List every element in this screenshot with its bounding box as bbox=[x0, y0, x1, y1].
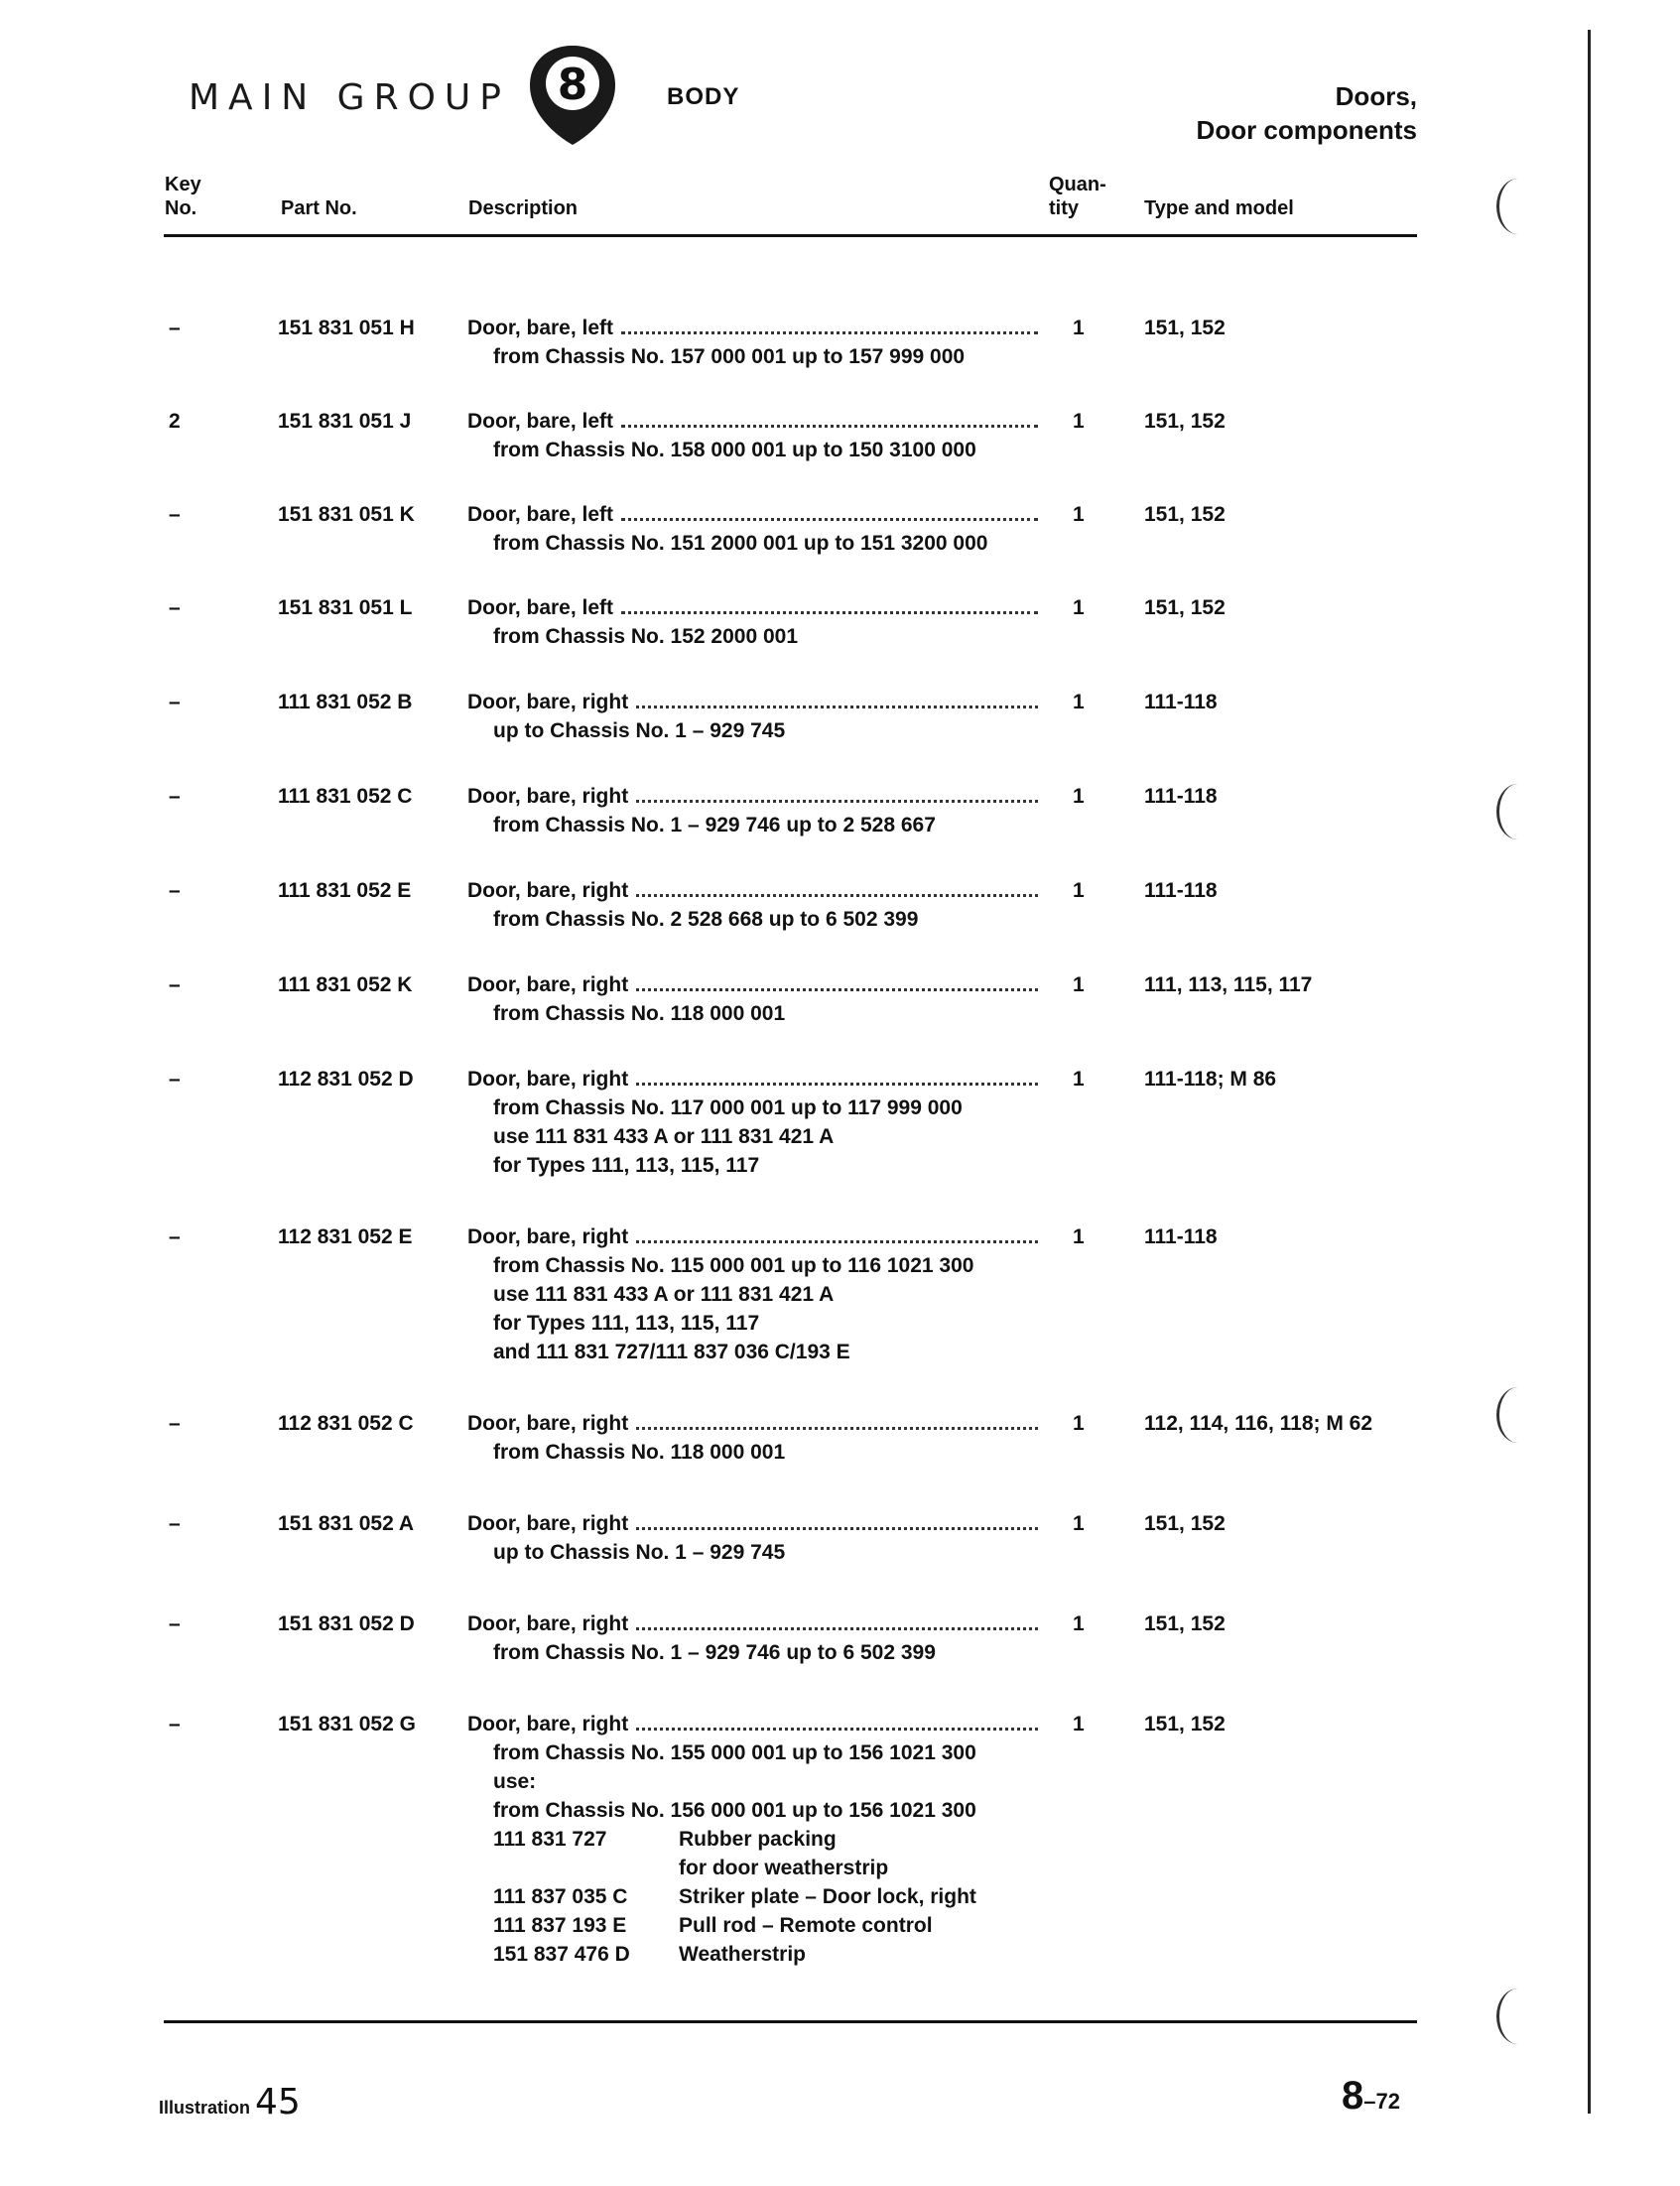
group-number: 8 bbox=[557, 60, 588, 110]
quantity: 1 bbox=[1073, 785, 1085, 808]
key-no: – bbox=[169, 1412, 181, 1435]
binding-hole bbox=[1496, 1989, 1539, 2044]
description-main: Door, bare, left bbox=[467, 596, 614, 619]
dot-leader bbox=[636, 688, 1038, 708]
dot-leader bbox=[636, 1409, 1038, 1430]
description-detail: from Chassis No. 156 000 001 up to 156 1021 300 bbox=[493, 1799, 976, 1822]
description-detail: from Chassis No. 1 – 929 746 up to 6 502 399 bbox=[493, 1641, 936, 1664]
dot-leader bbox=[636, 1710, 1038, 1731]
dot-leader bbox=[636, 970, 1038, 991]
type-model: 111, 113, 115, 117 bbox=[1144, 973, 1313, 996]
description-main: Door, bare, right bbox=[467, 973, 629, 996]
dot-leader bbox=[621, 407, 1038, 428]
description-detail: from Chassis No. 155 000 001 up to 156 1021 300 bbox=[493, 1741, 976, 1764]
key-no: – bbox=[169, 317, 181, 339]
description-main: Door, bare, right bbox=[467, 879, 629, 902]
key-no: – bbox=[169, 1713, 181, 1736]
description-main: Door, bare, right bbox=[467, 1512, 629, 1535]
key-no: – bbox=[169, 879, 181, 902]
description-main: Door, bare, left bbox=[467, 503, 614, 526]
type-model: 151, 152 bbox=[1144, 1512, 1226, 1535]
header-rule bbox=[164, 234, 1417, 237]
type-model: 151, 152 bbox=[1144, 503, 1226, 526]
description-detail: for Types 111, 113, 115, 117 bbox=[493, 1312, 760, 1335]
dot-leader bbox=[636, 782, 1038, 803]
description bbox=[467, 1509, 1038, 1567]
replacement-part-desc: Weatherstrip bbox=[679, 1943, 806, 1966]
type-model: 151, 152 bbox=[1144, 410, 1226, 433]
replacement-part-no: 111 837 035 C bbox=[493, 1885, 628, 1908]
column-header-key-no bbox=[165, 173, 201, 220]
illustration-reference bbox=[159, 2082, 301, 2122]
column-header-key-line1: Key bbox=[165, 174, 201, 195]
type-model: 111-118; M 86 bbox=[1144, 1068, 1277, 1091]
column-header-part-no: Part No. bbox=[281, 197, 357, 219]
column-header-qty-line2: tity bbox=[1049, 197, 1079, 219]
description-detail: up to Chassis No. 1 – 929 745 bbox=[493, 719, 786, 742]
key-no: – bbox=[169, 973, 181, 996]
column-header-quantity bbox=[1049, 173, 1106, 220]
dot-leader bbox=[636, 1509, 1038, 1530]
binding-hole bbox=[1496, 179, 1539, 234]
quantity: 1 bbox=[1073, 691, 1085, 713]
quantity: 1 bbox=[1073, 1713, 1085, 1736]
description bbox=[467, 782, 1038, 839]
type-model: 151, 152 bbox=[1144, 1612, 1226, 1635]
description-main: Door, bare, left bbox=[467, 410, 614, 433]
replacement-part-no: 151 837 476 D bbox=[493, 1943, 630, 1966]
quantity: 1 bbox=[1073, 879, 1085, 902]
quantity: 1 bbox=[1073, 973, 1085, 996]
description bbox=[467, 593, 1038, 651]
main-group-label: MAIN GROUP bbox=[189, 77, 510, 118]
description-main: Door, bare, right bbox=[467, 1612, 629, 1635]
quantity: 1 bbox=[1073, 1225, 1085, 1248]
part-no: 151 831 051 L bbox=[278, 596, 413, 619]
quantity: 1 bbox=[1073, 503, 1085, 526]
type-model: 111-118 bbox=[1144, 879, 1218, 902]
description-detail: from Chassis No. 118 000 001 bbox=[493, 1441, 786, 1464]
description-detail: from Chassis No. 117 000 001 up to 117 999 000 bbox=[493, 1096, 963, 1119]
binding-edge bbox=[1588, 30, 1591, 2114]
key-no: – bbox=[169, 785, 181, 808]
description-detail: from Chassis No. 115 000 001 up to 116 1021 300 bbox=[493, 1254, 974, 1277]
key-no: – bbox=[169, 1612, 181, 1635]
binding-hole bbox=[1496, 1387, 1539, 1443]
quantity: 1 bbox=[1073, 410, 1085, 433]
dot-leader bbox=[621, 500, 1038, 521]
part-no: 151 831 051 H bbox=[278, 317, 415, 339]
quantity: 1 bbox=[1073, 596, 1085, 619]
page-title-line1: Doors, bbox=[1335, 81, 1417, 111]
description bbox=[467, 407, 1038, 464]
footer-rule bbox=[164, 2020, 1417, 2023]
part-no: 112 831 052 E bbox=[278, 1225, 413, 1248]
column-header-type-model: Type and model bbox=[1144, 197, 1294, 219]
part-no: 111 831 052 B bbox=[278, 691, 413, 713]
description-detail: from Chassis No. 118 000 001 bbox=[493, 1002, 786, 1025]
dot-leader bbox=[636, 1609, 1038, 1630]
dot-leader bbox=[636, 876, 1038, 897]
description bbox=[467, 876, 1038, 934]
column-header-key-line2: No. bbox=[165, 197, 197, 219]
description-detail: use 111 831 433 A or 111 831 421 A bbox=[493, 1125, 835, 1148]
description-detail: up to Chassis No. 1 – 929 745 bbox=[493, 1541, 786, 1564]
column-header-description: Description bbox=[468, 197, 579, 219]
description-detail: from Chassis No. 157 000 001 up to 157 999 000 bbox=[493, 345, 966, 368]
key-no: – bbox=[169, 1512, 181, 1535]
description-detail: use: bbox=[493, 1770, 537, 1793]
page-number-main: 8 bbox=[1342, 2074, 1364, 2118]
description-detail: from Chassis No. 158 000 001 up to 150 3100 000 bbox=[493, 439, 976, 461]
page-title-line2: Door components bbox=[1196, 115, 1417, 145]
description bbox=[467, 1710, 1038, 1969]
description-main: Door, bare, right bbox=[467, 1225, 629, 1248]
key-no: 2 bbox=[169, 410, 181, 433]
description-detail: from Chassis No. 151 2000 001 up to 151 3200 000 bbox=[493, 532, 988, 555]
type-model: 151, 152 bbox=[1144, 596, 1226, 619]
key-no: – bbox=[169, 503, 181, 526]
dot-leader bbox=[636, 1065, 1038, 1086]
part-no: 151 831 051 K bbox=[278, 503, 415, 526]
description bbox=[467, 1609, 1038, 1667]
illustration-label: Illustration bbox=[159, 2098, 251, 2118]
quantity: 1 bbox=[1073, 1612, 1085, 1635]
quantity: 1 bbox=[1073, 1512, 1085, 1535]
replacement-part-no: 111 837 193 E bbox=[493, 1914, 627, 1937]
description-detail: from Chassis No. 1 – 929 746 up to 2 528 667 bbox=[493, 814, 936, 836]
part-no: 112 831 052 D bbox=[278, 1068, 414, 1091]
part-no: 111 831 052 E bbox=[278, 879, 412, 902]
key-no: – bbox=[169, 691, 181, 713]
type-model: 112, 114, 116, 118; M 62 bbox=[1144, 1412, 1373, 1435]
illustration-number: 45 bbox=[255, 2082, 301, 2122]
type-model: 151, 152 bbox=[1144, 317, 1226, 339]
type-model: 111-118 bbox=[1144, 785, 1218, 808]
quantity: 1 bbox=[1073, 1412, 1085, 1435]
replacement-part-desc: Pull rod – Remote control bbox=[679, 1914, 933, 1937]
description-main: Door, bare, left bbox=[467, 317, 614, 339]
description bbox=[467, 500, 1038, 558]
replacement-part-no: 111 831 727 bbox=[493, 1828, 607, 1851]
quantity: 1 bbox=[1073, 1068, 1085, 1091]
dot-leader bbox=[636, 1222, 1038, 1243]
description-main: Door, bare, right bbox=[467, 785, 629, 808]
replacement-part-desc: Rubber packing bbox=[679, 1828, 837, 1851]
section-title: BODY bbox=[667, 83, 740, 110]
page-title bbox=[1197, 79, 1417, 147]
description bbox=[467, 314, 1038, 371]
type-model: 111-118 bbox=[1144, 1225, 1218, 1248]
type-model: 151, 152 bbox=[1144, 1713, 1226, 1736]
description bbox=[467, 1222, 1038, 1366]
description-detail: use 111 831 433 A or 111 831 421 A bbox=[493, 1283, 835, 1306]
description bbox=[467, 1409, 1038, 1467]
description-detail: for Types 111, 113, 115, 117 bbox=[493, 1154, 760, 1177]
group-number-badge bbox=[526, 42, 619, 149]
part-no: 111 831 052 C bbox=[278, 785, 413, 808]
part-no: 151 831 052 G bbox=[278, 1713, 416, 1736]
replacement-part-desc: Striker plate – Door lock, right bbox=[679, 1885, 976, 1908]
description-main: Door, bare, right bbox=[467, 1068, 629, 1091]
quantity: 1 bbox=[1073, 317, 1085, 339]
dot-leader bbox=[621, 593, 1038, 614]
key-no: – bbox=[169, 1225, 181, 1248]
part-no: 112 831 052 C bbox=[278, 1412, 414, 1435]
replacement-parts bbox=[467, 1825, 1038, 1969]
binding-hole bbox=[1496, 784, 1539, 839]
replacement-part-desc: for door weatherstrip bbox=[679, 1857, 889, 1879]
description-detail: from Chassis No. 2 528 668 up to 6 502 399 bbox=[493, 908, 919, 931]
part-no: 111 831 052 K bbox=[278, 973, 413, 996]
page-number-sub: –72 bbox=[1363, 2089, 1400, 2114]
part-no: 151 831 052 D bbox=[278, 1612, 415, 1635]
type-model: 111-118 bbox=[1144, 691, 1218, 713]
dot-leader bbox=[621, 314, 1038, 334]
description-detail: and 111 831 727/111 837 036 C/193 E bbox=[493, 1341, 850, 1363]
group-badge-shape bbox=[526, 42, 619, 149]
description-main: Door, bare, right bbox=[467, 691, 629, 713]
description bbox=[467, 970, 1038, 1028]
description bbox=[467, 688, 1038, 745]
description-main: Door, bare, right bbox=[467, 1412, 629, 1435]
key-no: – bbox=[169, 596, 181, 619]
part-no: 151 831 052 A bbox=[278, 1512, 415, 1535]
description-main: Door, bare, right bbox=[467, 1713, 629, 1736]
key-no: – bbox=[169, 1068, 181, 1091]
page-number bbox=[1342, 2074, 1400, 2119]
part-no: 151 831 051 J bbox=[278, 410, 412, 433]
description bbox=[467, 1065, 1038, 1180]
column-header-qty-line1: Quan- bbox=[1049, 174, 1106, 195]
description-detail: from Chassis No. 152 2000 001 bbox=[493, 625, 799, 648]
replacement-part-no bbox=[493, 1854, 679, 1882]
